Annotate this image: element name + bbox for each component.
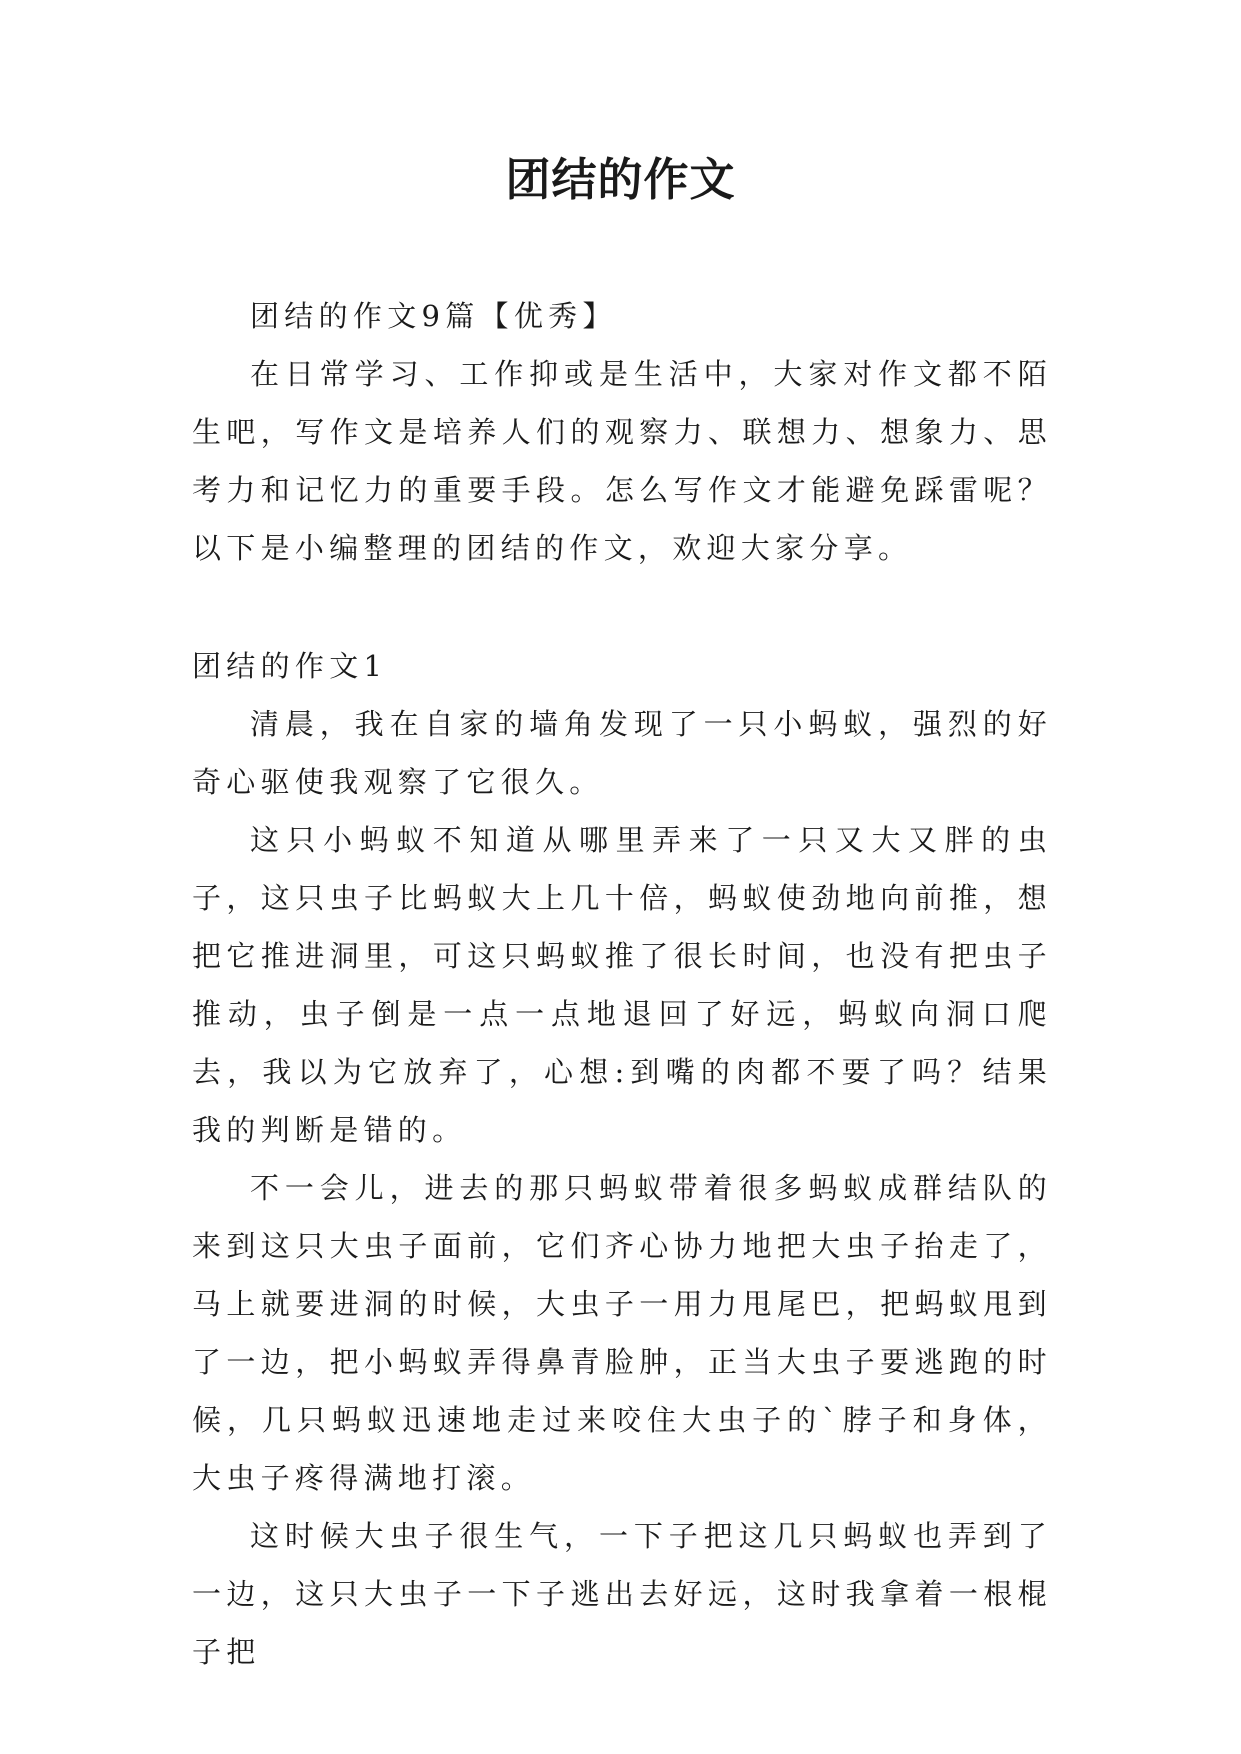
document-title: 团结的作文 [505, 153, 736, 206]
intro-block [192, 287, 1052, 577]
subtitle: 团结的作文9篇【优秀】 [250, 299, 617, 333]
essay-paragraph: 不一会儿，进去的那只蚂蚁带着很多蚂蚁成群结队的来到这只大虫子面前，它们齐心协力地把大虫子抬走了，马上就要进洞的时候，大虫子一用力甩尾巴，把蚂蚁甩到了一边，把小蚂蚁弄得鼻青脸肿，正当大虫子要逃跑的时候，几只蚂蚁迅速地走过来咬住大虫子的`脖子和身体，大虫子疼得满地打滚。 [192, 1171, 1052, 1495]
essay-section [192, 637, 1052, 1681]
section-heading: 团结的作文1 [192, 649, 388, 683]
intro-paragraph: 在日常学习、工作抑或是生活中，大家对作文都不陌生吧，写作文是培养人们的观察力、联想力、想象力、思考力和记忆力的重要手段。怎么写作文才能避免踩雷呢？以下是小编整理的团结的作文，欢迎大家分享。 [192, 357, 1052, 565]
essay-paragraph: 清晨，我在自家的墙角发现了一只小蚂蚁，强烈的好奇心驱使我观察了它很久。 [192, 707, 1052, 799]
essay-paragraph: 这只小蚂蚁不知道从哪里弄来了一只又大又胖的虫子，这只虫子比蚂蚁大上几十倍，蚂蚁使劲地向前推，想把它推进洞里，可这只蚂蚁推了很长时间，也没有把虫子推动，虫子倒是一点一点地退回了好远，蚂蚁向洞口爬去，我以为它放弃了，心想:到嘴的肉都不要了吗？结果我的判断是错的。 [192, 823, 1052, 1147]
essay-paragraph: 这时候大虫子很生气，一下子把这几只蚂蚁也弄到了一边，这只大虫子一下子逃出去好远，这时我拿着一根棍子把 [192, 1519, 1052, 1669]
